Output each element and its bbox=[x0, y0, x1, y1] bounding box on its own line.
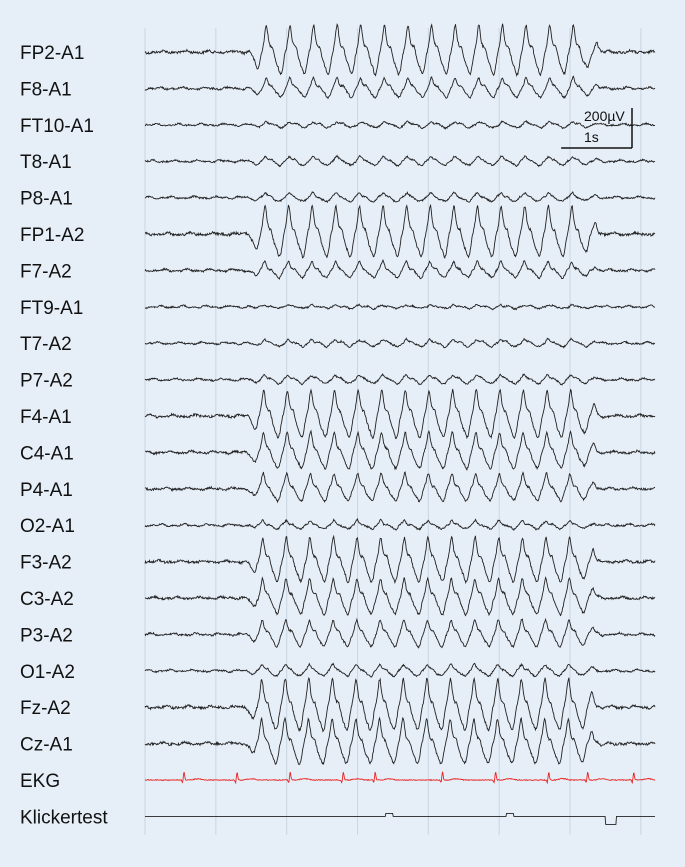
trace-t7-a2 bbox=[145, 338, 655, 348]
channel-label-f3-a2: F3-A2 bbox=[20, 552, 72, 574]
eeg-traces bbox=[145, 24, 655, 825]
scale-bar-amplitude-label: 200µV bbox=[584, 108, 625, 124]
channel-label-p4-a1: P4-A1 bbox=[20, 479, 73, 501]
channel-label-f7-a2: F7-A2 bbox=[20, 261, 72, 283]
channel-label-klickertest: Klickertest bbox=[20, 807, 108, 829]
trace-ekg bbox=[145, 772, 655, 783]
channel-label-ekg: EKG bbox=[20, 771, 61, 792]
channel-label-c3-a2: C3-A2 bbox=[20, 589, 74, 610]
channel-label-c4-a1: C4-A1 bbox=[20, 443, 74, 465]
channel-label-fz-a2: Fz-A2 bbox=[20, 698, 71, 720]
trace-klickertest bbox=[145, 813, 655, 824]
trace-f8-a1 bbox=[145, 76, 655, 98]
trace-f3-a2 bbox=[145, 536, 655, 583]
scale-bar-time-label: 1s bbox=[584, 129, 599, 145]
trace-o1-a2 bbox=[145, 663, 655, 677]
channel-label-fp2-a1: FP2-A1 bbox=[20, 43, 85, 64]
trace-o2-a1 bbox=[145, 519, 655, 530]
channel-label-fp1-a2: FP1-A2 bbox=[20, 225, 85, 246]
channel-label-f8-a1: F8-A1 bbox=[20, 79, 72, 101]
scale-bar bbox=[561, 108, 632, 148]
time-gridlines bbox=[145, 28, 641, 835]
trace-c3-a2 bbox=[145, 578, 655, 616]
trace-t8-a1 bbox=[145, 156, 655, 167]
trace-fp1-a2 bbox=[145, 205, 655, 258]
channel-label-f4-a1: F4-A1 bbox=[20, 407, 72, 428]
trace-ft9-a1 bbox=[145, 304, 655, 310]
trace-cz-a1 bbox=[145, 718, 655, 764]
channel-label-cz-a1: Cz-A1 bbox=[20, 734, 73, 756]
trace-p3-a2 bbox=[145, 619, 655, 648]
trace-p4-a1 bbox=[145, 472, 655, 502]
channel-label-t7-a2: T7-A2 bbox=[20, 334, 72, 356]
trace-fp2-a1 bbox=[145, 24, 655, 76]
trace-p7-a2 bbox=[145, 374, 655, 385]
trace-f7-a2 bbox=[145, 260, 655, 279]
channel-labels bbox=[20, 43, 108, 828]
channel-label-ft9-a1: FT9-A1 bbox=[20, 297, 84, 319]
channel-label-p8-a1: P8-A1 bbox=[20, 188, 73, 210]
channel-label-o2-a1: O2-A1 bbox=[20, 516, 75, 538]
trace-fz-a2 bbox=[145, 678, 655, 732]
trace-p8-a1 bbox=[145, 192, 655, 202]
channel-label-p7-a2: P7-A2 bbox=[20, 370, 73, 392]
channel-label-ft10-a1: FT10-A1 bbox=[20, 115, 94, 137]
trace-ft10-a1 bbox=[145, 121, 655, 129]
channel-label-p3-a2: P3-A2 bbox=[20, 625, 73, 647]
channel-label-o1-a2: O1-A2 bbox=[20, 661, 75, 683]
channel-label-t8-a1: T8-A1 bbox=[20, 152, 72, 174]
trace-f4-a1 bbox=[145, 389, 655, 439]
trace-c4-a1 bbox=[145, 431, 655, 470]
